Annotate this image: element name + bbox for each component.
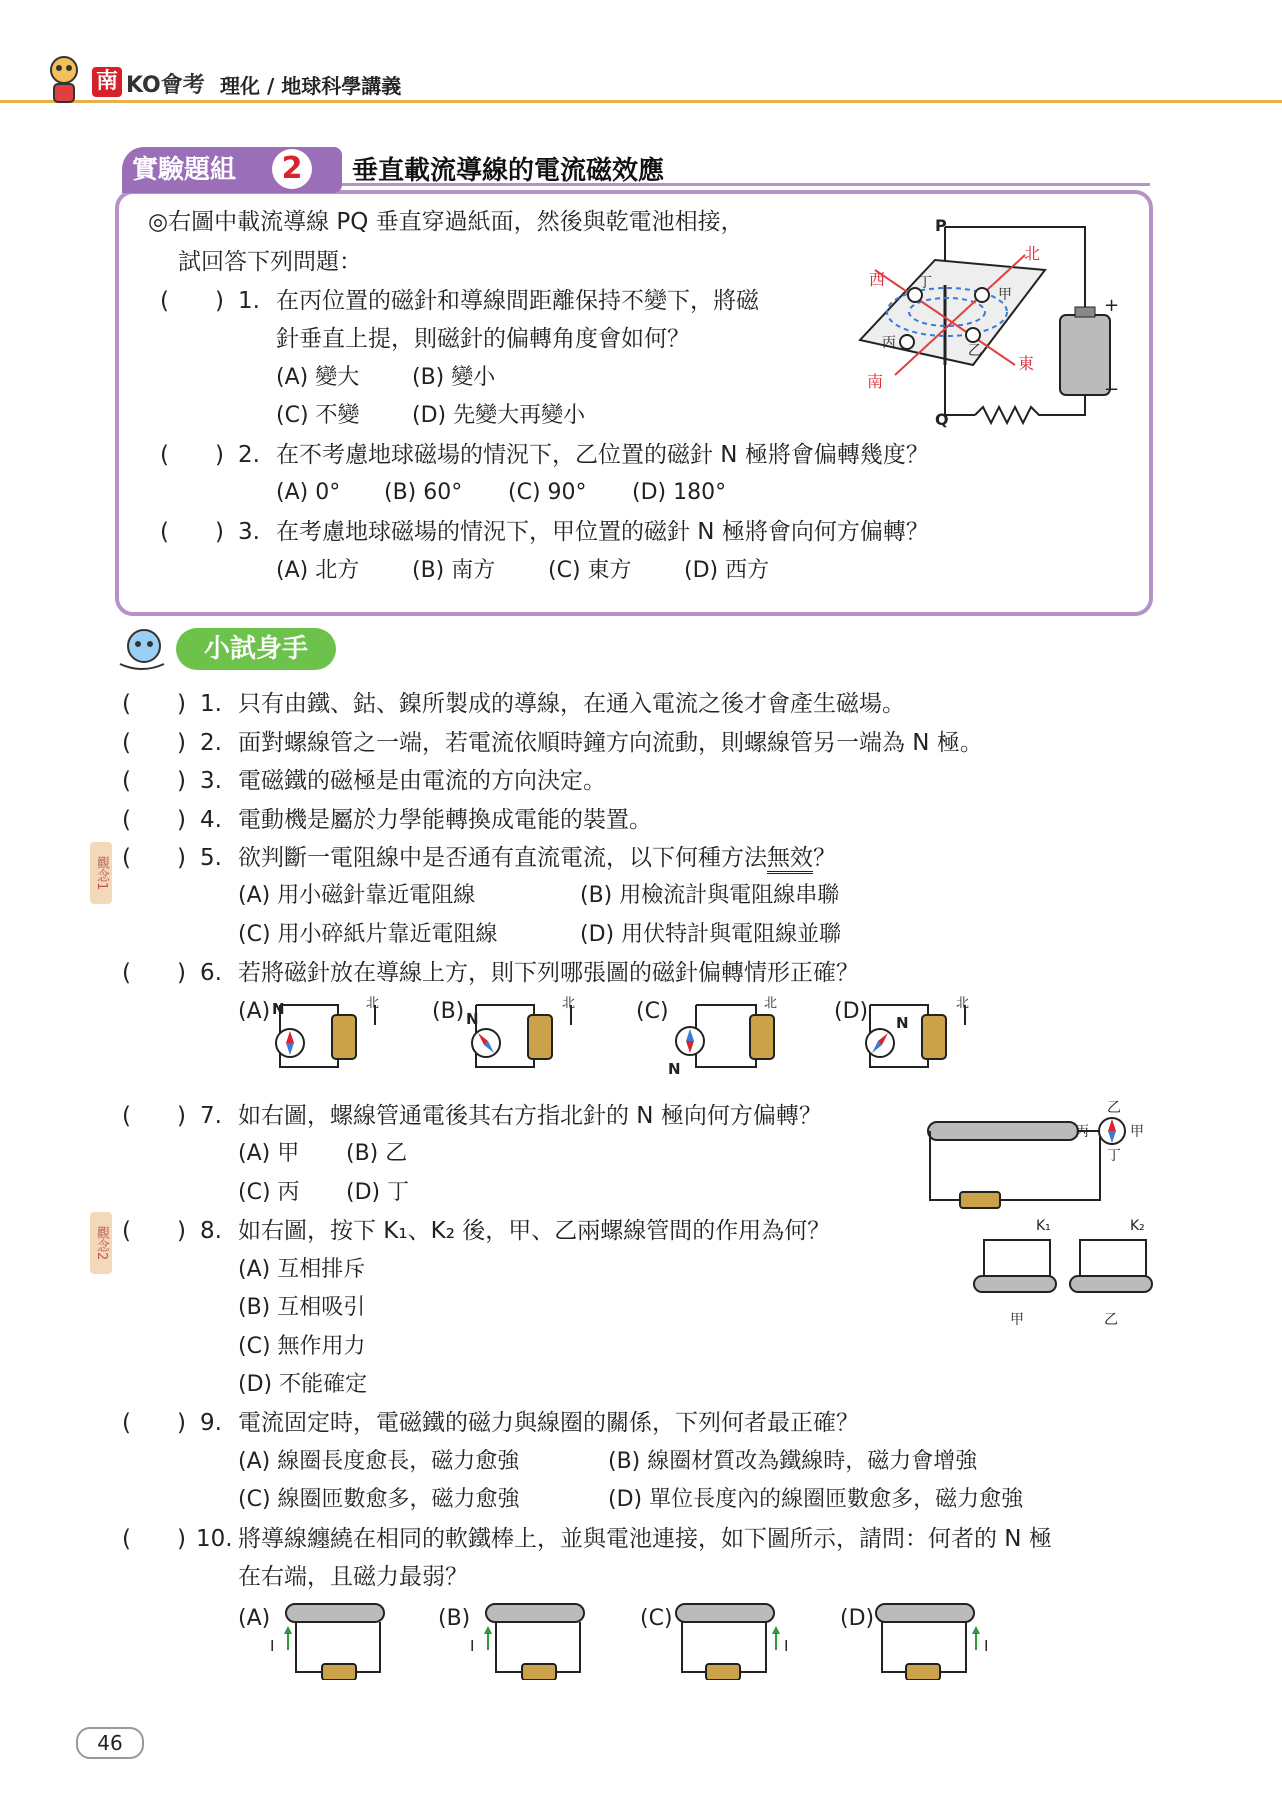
- question-text: 電磁鐵的磁極是由電流的方向決定。: [238, 768, 606, 794]
- question-text-end: ？: [813, 845, 836, 871]
- answer-blank[interactable]: ( ): [122, 845, 186, 871]
- q10-figure-a: [270, 1600, 400, 1680]
- question-number: 1.: [238, 288, 260, 314]
- label-N: N: [668, 1060, 681, 1078]
- section-mascot-icon: [112, 624, 172, 674]
- label-plus: +: [1104, 295, 1120, 316]
- question-text: 若將磁針放在導線上方，則下列哪張圖的磁針偏轉情形正確？: [238, 960, 859, 986]
- question-text: 在不考慮地球磁場的情況下，乙位置的磁針 N 極將會偏轉幾度？: [276, 442, 929, 468]
- label-yi: 乙: [1107, 1100, 1121, 1116]
- label-ding: 丁: [1107, 1148, 1121, 1164]
- question-number: 3.: [238, 519, 260, 545]
- question-number: 10.: [196, 1526, 233, 1552]
- question-number: 1.: [200, 691, 222, 717]
- option[interactable]: (D): [834, 999, 869, 1024]
- question-number: 3.: [200, 768, 222, 794]
- question-number: 5.: [200, 845, 222, 871]
- option[interactable]: (B) 用檢流計與電阻線串聯: [580, 883, 840, 908]
- answer-blank[interactable]: ( ): [122, 1410, 186, 1436]
- label-N: N: [896, 1014, 909, 1032]
- option[interactable]: (A) 0°: [276, 480, 341, 505]
- label-I: I: [984, 1637, 989, 1655]
- option[interactable]: (C) 東方: [548, 558, 632, 583]
- option[interactable]: (C) 90°: [508, 480, 587, 505]
- experiment-number: 2: [272, 149, 312, 189]
- brand-name: KO會考: [126, 73, 205, 98]
- label-jia: 甲: [1130, 1124, 1144, 1140]
- option[interactable]: (C) 丙: [238, 1180, 300, 1205]
- answer-blank[interactable]: ( ): [122, 1526, 186, 1552]
- question-text: 將導線纏繞在相同的軟鐵棒上，並與電池連接，如下圖所示，請問：何者的 N 極: [238, 1526, 1052, 1552]
- label-N: N: [272, 1000, 285, 1018]
- option[interactable]: (A) 線圈長度愈長，磁力愈強: [238, 1449, 520, 1474]
- answer-blank[interactable]: ( ): [122, 1218, 186, 1244]
- question-text: 針垂直上提，則磁針的偏轉角度會如何？: [276, 326, 690, 352]
- option[interactable]: (B) 南方: [412, 558, 496, 583]
- label-K2: K₂: [1130, 1218, 1145, 1234]
- question-text: 在丙位置的磁針和導線間距離保持不變下，將磁: [276, 288, 759, 314]
- label-north: 北: [764, 996, 778, 1011]
- label-I: I: [270, 1637, 275, 1655]
- option[interactable]: (B) 60°: [384, 480, 463, 505]
- option[interactable]: (B) 互相吸引: [238, 1295, 366, 1320]
- label-north: 北: [366, 996, 380, 1011]
- question-text: 在右端，且磁力最弱？: [238, 1564, 468, 1590]
- question-text: 只有由鐵、鈷、鎳所製成的導線，在通入電流之後才會產生磁場。: [238, 691, 905, 717]
- label-P: P: [935, 216, 947, 235]
- question-text: 在考慮地球磁場的情況下，甲位置的磁針 N 極將會向何方偏轉？: [276, 519, 929, 545]
- question-number: 4.: [200, 807, 222, 833]
- option[interactable]: (D) 丁: [346, 1180, 410, 1205]
- option[interactable]: (B): [438, 1606, 471, 1631]
- page-number: 46: [76, 1727, 144, 1759]
- option[interactable]: (A) 北方: [276, 558, 360, 583]
- answer-blank[interactable]: ( ): [122, 960, 186, 986]
- answer-blank[interactable]: ( ): [160, 519, 224, 545]
- wire-compass-figure: [855, 215, 1135, 435]
- option[interactable]: (D) 先變大再變小: [412, 403, 586, 428]
- option[interactable]: (D) 單位長度內的線圈匝數愈多，磁力愈強: [608, 1487, 1024, 1512]
- option[interactable]: (D) 180°: [632, 480, 727, 505]
- label-minus: −: [1104, 379, 1120, 400]
- option[interactable]: (A): [238, 999, 271, 1024]
- question-number: 2.: [238, 442, 260, 468]
- question-text: 如右圖，按下 K₁、K₂ 後，甲、乙兩螺線管間的作用為何？: [238, 1218, 831, 1244]
- mascot-icon: [40, 52, 88, 108]
- question-number: 6.: [200, 960, 222, 986]
- label-south: 南: [867, 372, 884, 391]
- question-text: 電動機是屬於力學能轉換成電能的裝置。: [238, 807, 652, 833]
- option[interactable]: (D) 用伏特計與電阻線並聯: [580, 922, 842, 947]
- label-I: I: [784, 1637, 789, 1655]
- label-I: I: [470, 1637, 475, 1655]
- q7-solenoid-figure: [920, 1110, 1160, 1210]
- option[interactable]: (C): [636, 999, 669, 1024]
- option[interactable]: (A) 甲: [238, 1141, 300, 1166]
- label-K1: K₁: [1036, 1218, 1051, 1234]
- header-rule: [0, 100, 1282, 103]
- answer-blank[interactable]: ( ): [160, 442, 224, 468]
- question-text: 電流固定時，電磁鐵的磁力與線圈的關係，下列何者最正確？: [238, 1410, 859, 1436]
- answer-blank[interactable]: ( ): [122, 807, 186, 833]
- option[interactable]: (B) 線圈材質改為鐵線時，磁力會增強: [608, 1449, 978, 1474]
- option[interactable]: (A) 互相排斥: [238, 1257, 366, 1282]
- question-number: 8.: [200, 1218, 222, 1244]
- q10-figure-c: [672, 1600, 802, 1680]
- experiment-badge: 實驗題組: [122, 147, 342, 193]
- question-text: [238, 841, 836, 875]
- label-west: 西: [869, 270, 886, 289]
- option[interactable]: (C) 不變: [276, 403, 360, 428]
- question-text: 如右圖，螺線管通電後其右方指北針的 N 極向何方偏轉？: [238, 1103, 822, 1129]
- question-text-main: 欲判斷一電阻線中是否通有直流電流，以下何種方法: [238, 845, 767, 871]
- concept-tag: 觀念1: [90, 842, 112, 904]
- experiment-intro-2: 試回答下列問題：: [178, 249, 362, 275]
- q10-figure-d: [872, 1600, 1002, 1680]
- label-east: 東: [1018, 354, 1035, 373]
- label-bing: 丙: [1075, 1124, 1089, 1140]
- label-yi: 乙: [968, 343, 982, 359]
- option[interactable]: (B): [432, 999, 465, 1024]
- question-text: 面對螺線管之一端，若電流依順時鐘方向流動，則螺線管另一端為 N 極。: [238, 730, 983, 756]
- practice-badge: 小試身手: [176, 628, 336, 670]
- subject-title: 理化 / 地球科學講義: [220, 74, 402, 98]
- question-number: 9.: [200, 1410, 222, 1436]
- option[interactable]: (B) 變小: [412, 365, 496, 390]
- q10-figure-b: [470, 1600, 600, 1680]
- option[interactable]: (A) 變大: [276, 365, 360, 390]
- option[interactable]: (C) 線圈匝數愈多，磁力愈強: [238, 1487, 520, 1512]
- answer-blank[interactable]: ( ): [122, 730, 186, 756]
- label-N: N: [466, 1010, 479, 1028]
- option[interactable]: (C) 無作用力: [238, 1334, 366, 1359]
- option[interactable]: (A): [238, 1606, 271, 1631]
- label-north: 北: [956, 996, 970, 1011]
- question-number: 2.: [200, 730, 222, 756]
- option[interactable]: (C) 用小碎紙片靠近電阻線: [238, 922, 498, 947]
- option[interactable]: (D) 不能確定: [238, 1372, 368, 1397]
- concept-tag: 觀念2: [90, 1212, 112, 1274]
- label-jia: 甲: [998, 287, 1012, 303]
- answer-blank[interactable]: ( ): [122, 1103, 186, 1129]
- label-bing: 丙: [882, 335, 896, 351]
- label-Q: Q: [935, 410, 949, 429]
- experiment-intro-1: ◎右圖中載流導線 PQ 垂直穿過紙面，然後與乾電池相接，: [148, 209, 744, 235]
- answer-blank[interactable]: ( ): [122, 768, 186, 794]
- question-number: 7.: [200, 1103, 222, 1129]
- publisher-logo: 南: [92, 67, 122, 97]
- option[interactable]: (C): [640, 1606, 673, 1631]
- label-jia: 甲: [1010, 1312, 1024, 1328]
- answer-blank[interactable]: ( ): [122, 691, 186, 717]
- label-north: 北: [1024, 244, 1041, 263]
- option[interactable]: (D): [840, 1606, 875, 1631]
- option[interactable]: (A) 用小磁針靠近電阻線: [238, 883, 476, 908]
- label-ding: 丁: [918, 275, 932, 291]
- emphasis-text: 無效: [767, 845, 813, 874]
- option[interactable]: (D) 西方: [684, 558, 770, 583]
- answer-blank[interactable]: ( ): [160, 288, 224, 314]
- label-north: 北: [562, 996, 576, 1011]
- option[interactable]: (B) 乙: [346, 1141, 408, 1166]
- label-yi: 乙: [1104, 1312, 1118, 1328]
- experiment-title: 垂直載流導線的電流磁效應: [352, 156, 665, 186]
